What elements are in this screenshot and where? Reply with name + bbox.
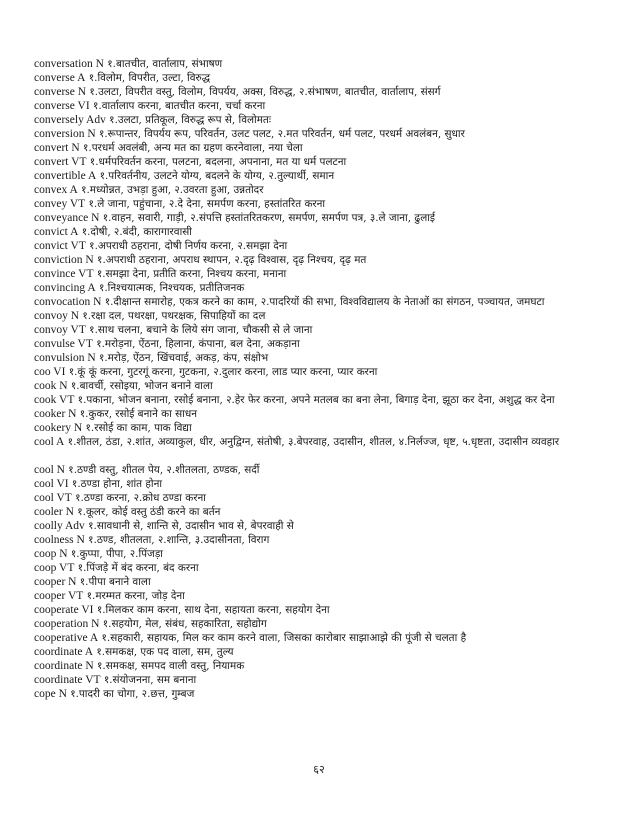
entry-headword: conversation N	[34, 58, 104, 70]
dictionary-entry	[34, 323, 610, 337]
entry-definition: १.अपराधी ठहराना, दोषी निर्णय करना, २.समझा देना	[89, 240, 288, 252]
entry-headword: cook N	[34, 380, 68, 392]
dictionary-entry	[34, 85, 610, 99]
dictionary-entry	[34, 267, 610, 281]
entry-headword: convoy VT	[34, 324, 86, 336]
dictionary-entry	[34, 71, 610, 85]
entry-headword: cooler N	[34, 506, 74, 518]
dictionary-entry	[34, 421, 610, 435]
entry-headword: convoy N	[34, 310, 80, 322]
dictionary-entry	[34, 351, 610, 365]
entry-headword: convert N	[34, 142, 80, 154]
dictionary-entry	[34, 197, 610, 211]
dictionary-entry	[34, 561, 610, 575]
entry-definition: १.विलोम, विपरीत, उल्टा, विरुद्ध	[88, 72, 211, 84]
entry-headword: cool A	[34, 436, 65, 448]
dictionary-entry	[34, 477, 610, 491]
entry-headword: convince VT	[34, 268, 94, 280]
page-number: ६२	[313, 763, 325, 776]
entry-definition: १.समकक्ष, एक पद वाला, सम, तुल्य	[96, 646, 234, 658]
entry-definition: १.बातचीत, वार्तालाप, संभाषण	[107, 58, 223, 70]
entry-headword: convict A	[34, 226, 79, 238]
dictionary-entry	[34, 99, 610, 113]
entry-headword: coordinate A	[34, 646, 94, 658]
entry-headword: cook VT	[34, 394, 75, 406]
dictionary-entry	[34, 659, 610, 673]
entry-definition: १.कूलर, कोई वस्तु ठंडी करने का बर्तन	[77, 506, 221, 518]
entry-definition: १.कूं कूं करना, गुटरगूं करना, गुटकना, २.दुलार करना, लाड प्यार करना, प्यार करना	[68, 366, 378, 378]
entry-headword: convertible A	[34, 170, 97, 182]
entry-definition: १.धर्मपरिवर्तन करना, पलटना, बदलना, अपनाना, मत या धर्म पलटना	[89, 156, 347, 168]
entry-headword: convict VT	[34, 240, 86, 252]
dictionary-entry	[34, 603, 610, 617]
entry-definition: १.मरोड़, ऐंठन, खिंचवाई, अकड़, कंप, संक्षोभ	[98, 352, 269, 364]
dictionary-entry	[34, 575, 610, 589]
entry-headword: coordinate VT	[34, 674, 101, 686]
entry-headword: coo VI	[34, 366, 66, 378]
entry-headword: convex A	[34, 184, 78, 196]
dictionary-entry	[34, 589, 610, 603]
dictionary-entry	[34, 365, 610, 379]
entry-definition: १.बावर्ची, रसोइया, भोजन बनाने वाला	[70, 380, 213, 392]
entry-headword: cooperation N	[34, 618, 100, 630]
entry-definition: १.दीक्षान्त समारोह, एकत्र करने का काम, २.पादरियों की सभा, विश्वविद्यालय के नेताओं का संगठन, पञ्चायत, जमघटा	[104, 296, 545, 308]
entry-definition: १.मरम्मत करना, जोड़ देना	[86, 590, 185, 602]
entry-definition: १.कुकर, रसोई बनाने का साधन	[79, 408, 197, 420]
entry-definition: १.ठण्डी वस्तु, शीतल पेय, २.शीतलता, ठण्डक, सर्दी	[68, 464, 260, 476]
entry-headword: converse N	[34, 86, 87, 98]
dictionary-page	[34, 57, 610, 701]
dictionary-entry	[34, 225, 610, 239]
entry-definition: १.समझा देना, प्रतीति करना, निश्चय करना, मनाना	[96, 268, 287, 280]
entry-definition: १.उलटा, विपरीत वस्तु, विलोम, विपर्यय, अक्स, विरुद्ध, २.संभाषण, बातचीत, वार्तालाप, संसर्ग	[89, 86, 441, 98]
entry-definition: १.पकाना, भोजन बनाना, रसोई बनाना, २.हेर फेर करना, अपने मतलब का बना लेना, बिगाड़ देना, झूठा कर देना, अशुद्ध कर देना	[77, 394, 555, 406]
entry-definition: १.समकक्ष, समपद वाली वस्तु, नियामक	[97, 660, 245, 672]
entry-headword: conveyance N	[34, 212, 100, 224]
dictionary-entry	[34, 281, 610, 295]
entry-definition: १.पादरी का चोगा, २.छत्त, गुम्बज	[70, 688, 195, 700]
dictionary-entry	[34, 113, 610, 127]
entry-headword: cool VT	[34, 492, 72, 504]
entry-headword: coordinate N	[34, 660, 94, 672]
entry-definition: १.वार्तालाप करना, बातचीत करना, चर्चा करना	[92, 100, 266, 112]
entry-headword: cool N	[34, 464, 65, 476]
dictionary-entry	[34, 183, 610, 197]
dictionary-entry	[34, 505, 610, 519]
entry-headword: converse VI	[34, 100, 90, 112]
entry-definition: १.पीपा बनाने वाला	[79, 576, 151, 588]
entry-headword: conversely Adv	[34, 114, 106, 126]
dictionary-entry	[34, 519, 610, 533]
entry-headword: convulsion N	[34, 352, 96, 364]
entry-headword: cookery N	[34, 422, 83, 434]
entry-definition: १.सहयोग, मेल, संबंध, सहकारिता, सहोद्योग	[102, 618, 267, 630]
dictionary-entry	[34, 393, 610, 407]
entry-headword: cooper VT	[34, 590, 84, 602]
entry-headword: coop N	[34, 548, 68, 560]
section-gap	[34, 449, 610, 463]
entry-headword: convincing A	[34, 282, 96, 294]
dictionary-entry	[34, 169, 610, 183]
entry-definition: १.अपराधी ठहराना, अपराध स्थापन, २.दृढ़ विश्वास, दृढ़ निश्चय, दृढ़ मत	[97, 254, 367, 266]
dictionary-entry	[34, 141, 610, 155]
dictionary-entry	[34, 645, 610, 659]
entry-definition: १.मध्योन्नत, उभड़ा हुआ, २.उवरता हुआ, उन्नतोदर	[81, 184, 264, 196]
entry-definition: १.वाहन, सवारी, गाड़ी, २.संपत्ति हस्तांतरितकरण, समर्पण, समर्पण पत्र, ३.ले जाना, ढुलाई	[102, 212, 436, 224]
entry-definition: १.रूपान्तर, विपर्यय रूप, परिवर्तन, उलट पलट, २.मत परिवर्तन, धर्म पलट, परधर्म अवलंबन, सुधार	[98, 128, 465, 140]
entry-headword: coolness N	[34, 534, 85, 546]
entry-headword: convert VT	[34, 156, 87, 168]
dictionary-entry	[34, 617, 610, 631]
dictionary-entry	[34, 253, 610, 267]
entry-headword: coolly Adv	[34, 520, 85, 532]
dictionary-entry	[34, 547, 610, 561]
dictionary-entry	[34, 239, 610, 253]
entry-definition: १.ठण्डा करना, २.क्रोध ठण्डा करना	[75, 492, 206, 504]
entry-headword: cooper N	[34, 576, 77, 588]
dictionary-entry	[34, 533, 610, 547]
dictionary-entry	[34, 379, 610, 393]
dictionary-entry	[34, 211, 610, 225]
entry-definition: १.संयोजनना, सम बनाना	[103, 674, 197, 686]
entry-headword: cope N	[34, 688, 67, 700]
dictionary-entry	[34, 155, 610, 169]
dictionary-entry	[34, 337, 610, 351]
entry-definition: १.कुप्पा, पीपा, २.पिंजड़ा	[70, 548, 163, 560]
entry-headword: convey VT	[34, 198, 86, 210]
dictionary-entry	[34, 687, 610, 701]
entry-headword: convulse VT	[34, 338, 93, 350]
entry-headword: cooperative A	[34, 632, 99, 644]
entry-definition: १.सहकारी, सहायक, मिल कर काम करने वाला, जिसका कारोबार साझाआझे की पूंजी से चलता है	[101, 632, 467, 644]
entry-headword: conversion N	[34, 128, 96, 140]
entry-definition: १.दोषी, २.बंदी, कारागारवासी	[81, 226, 192, 238]
entry-definition: १.निश्चयात्मक, निश्चयक, प्रतीतिजनक	[98, 282, 245, 294]
entry-definition: १.ठण्ड, शीतलता, २.शान्ति, ३.उदासीनता, विराग	[88, 534, 270, 546]
entry-headword: cool VI	[34, 478, 69, 490]
dictionary-entry	[34, 407, 610, 421]
entry-headword: converse A	[34, 72, 86, 84]
entry-definition: १.रसोई का काम, पाक विद्या	[85, 422, 192, 434]
entry-headword: cooker N	[34, 408, 77, 420]
entry-headword: conviction N	[34, 254, 94, 266]
entry-definition: १.पिंजड़े में बंद करना, बंद करना	[77, 562, 199, 574]
dictionary-entry	[34, 463, 610, 477]
dictionary-entry	[34, 309, 610, 323]
entry-headword: coop VT	[34, 562, 75, 574]
entry-definition: १.शीतल, ठंडा, २.शांत, अव्याकुल, धीर, अनुद्विग्न, संतोषी, ३.बेपरवाह, उदासीन, शीतल, ४.निर्लज्ज, धृष्ट, ५.धृष्टता, उदासीन व्यवहार	[67, 436, 560, 448]
dictionary-entry	[34, 57, 610, 71]
entry-headword: cooperate VI	[34, 604, 94, 616]
entry-definition: १.ठण्डा होना, शांत होना	[71, 478, 163, 490]
entry-definition: १.रक्षा दल, पथरक्षा, पथरक्षक, सिपाहियों का दल	[82, 310, 266, 322]
entry-definition: १.मरोड़ना, ऐंठना, हिलाना, कंपाना, बल देना, अकड़ाना	[96, 338, 300, 350]
dictionary-entry	[34, 295, 610, 309]
entry-definition: १.साथ चलना, बचाने के लिये संग जाना, चौकसी से ले जाना	[89, 324, 313, 336]
dictionary-entry	[34, 435, 610, 449]
entry-definition: १.परधर्म अवलंबी, अन्य मत का ग्रहण करनेवाला, नया चेला	[82, 142, 303, 154]
entry-definition: १.परिवर्तनीय, उलटने योग्य, बदलने के योग्य, २.तुल्यार्थी, समान	[99, 170, 335, 182]
dictionary-entry	[34, 673, 610, 687]
entry-definition: १.ले जाना, पहुंचाना, २.दे देना, समर्पण करना, हस्तांतरित करना	[88, 198, 326, 210]
entry-headword: convocation N	[34, 296, 102, 308]
dictionary-entry	[34, 631, 610, 645]
dictionary-entry	[34, 127, 610, 141]
entry-definition: १.मिलकर काम करना, साथ देना, सहायता करना, सहयोग देना	[96, 604, 330, 616]
dictionary-entry	[34, 491, 610, 505]
entry-definition: १.सावधानी से, शान्ति से, उदासीन भाव से, बेपरवाही से	[88, 520, 294, 532]
entry-definition: १.उलटा, प्रतिकूल, विरुद्ध रूप से, विलोमतः	[109, 114, 271, 126]
